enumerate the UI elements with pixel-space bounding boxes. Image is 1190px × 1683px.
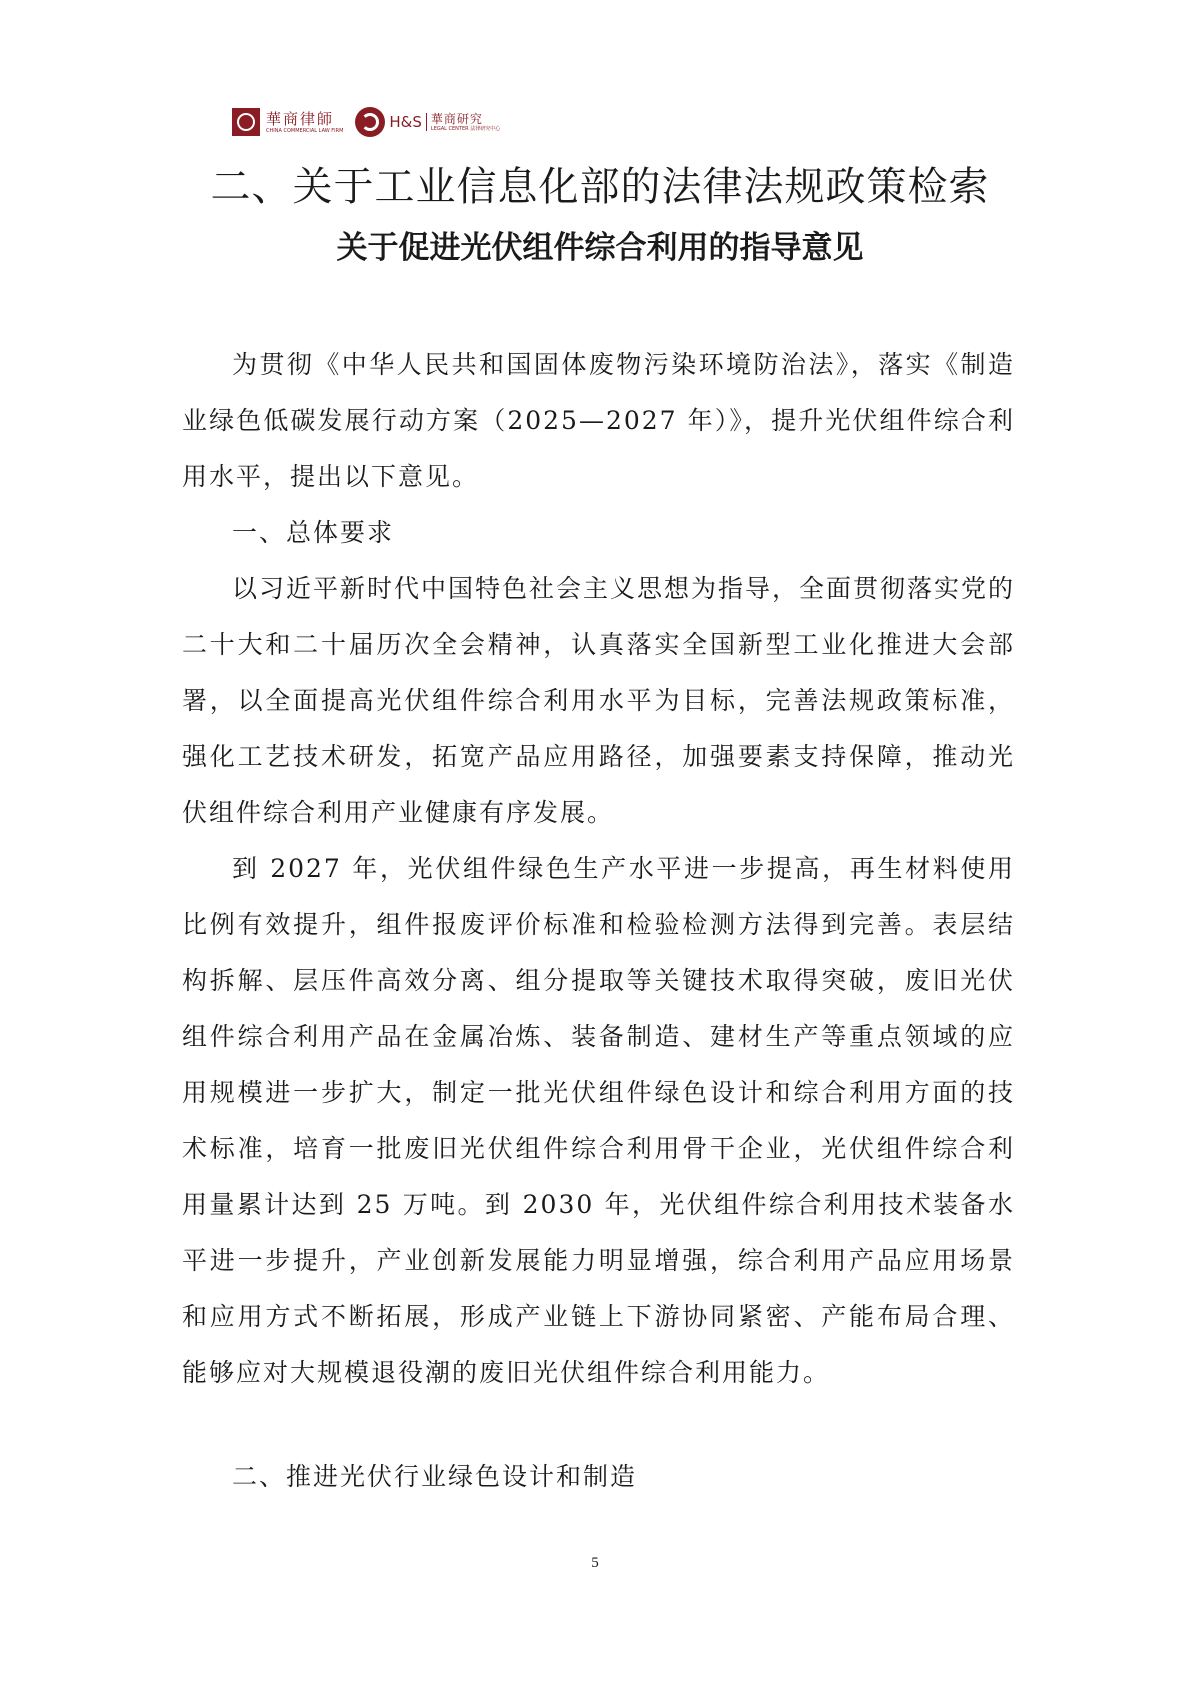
firm-logo-en: CHINA COMMERCIAL LAW FIRM (266, 127, 344, 134)
firm-logo-cn: 華商律師 (266, 109, 335, 128)
firm-logo-text (266, 110, 343, 135)
paragraph-intro: 为贯彻《中华人民共和国固体废物污染环境防治法》，落实《制造业绿色低碳发展行动方案（2025—2027 年）》，提升光伏组件综合利用水平，提出以下意见。 (182, 350, 1015, 491)
heading-general-requirements: 一、总体要求 (232, 518, 395, 547)
document-title: 关于促进光伏组件综合利用的指导意见 (336, 230, 864, 266)
header-logos (232, 104, 500, 140)
research-logo-cn: 華商研究 (430, 111, 483, 126)
hs-mark: H&S (389, 113, 422, 131)
section-title: 二、关于工业信息化部的法律法规政策检索 (210, 164, 990, 210)
paragraph-guiding-principle: 以习近平新时代中国特色社会主义思想为指导，全面贯彻落实党的二十大和二十届历次全会精神，认真落实全国新型工业化推进大会部署，以全面提高光伏组件综合利用水平为目标，完善法规政策标准，强化工艺技术研发，拓宽产品应用路径，加强要素支持保障，推动光伏组件综合利用产业健康有序发展。 (182, 574, 1016, 827)
research-logo-en: LEGAL CENTER 法律研究中心 (430, 125, 501, 132)
page-number: 5 (591, 1555, 599, 1571)
swirl-logo-icon (355, 107, 385, 137)
research-logo-text (431, 112, 500, 133)
firm-seal-icon (232, 108, 260, 136)
paragraph-targets: 到 2027 年，光伏组件绿色生产水平进一步提高，再生材料使用比例有效提升，组件报废评价标准和检验检测方法得到完善。表层结构拆解、层压件高效分离、组分提取等关键技术取得突破，废旧光伏组件综合利用产品在金属冶炼、装备制造、建材生产等重点领域的应用规模进一步扩大，制定一批光伏组件绿色设计和综合利用方面的技术标准，培育一批废旧光伏组件综合利用骨干企业，光伏组件综合利用量累计达到 25 万吨。到 2030 年，光伏组件综合利用技术装备水平进一步提升，产业创新发展能力明显增强，综合利用产品应用场景和应用方式不断拓展，形成产业链上下游协同紧密、产能布局合理、能够应对大规模退役潮的废旧光伏组件综合利用能力。 (182, 854, 1015, 1387)
paragraph-gap (182, 1401, 1015, 1449)
logo-divider (426, 113, 427, 131)
document-body (182, 337, 1015, 1505)
heading-green-design: 二、推进光伏行业绿色设计和制造 (232, 1462, 638, 1491)
